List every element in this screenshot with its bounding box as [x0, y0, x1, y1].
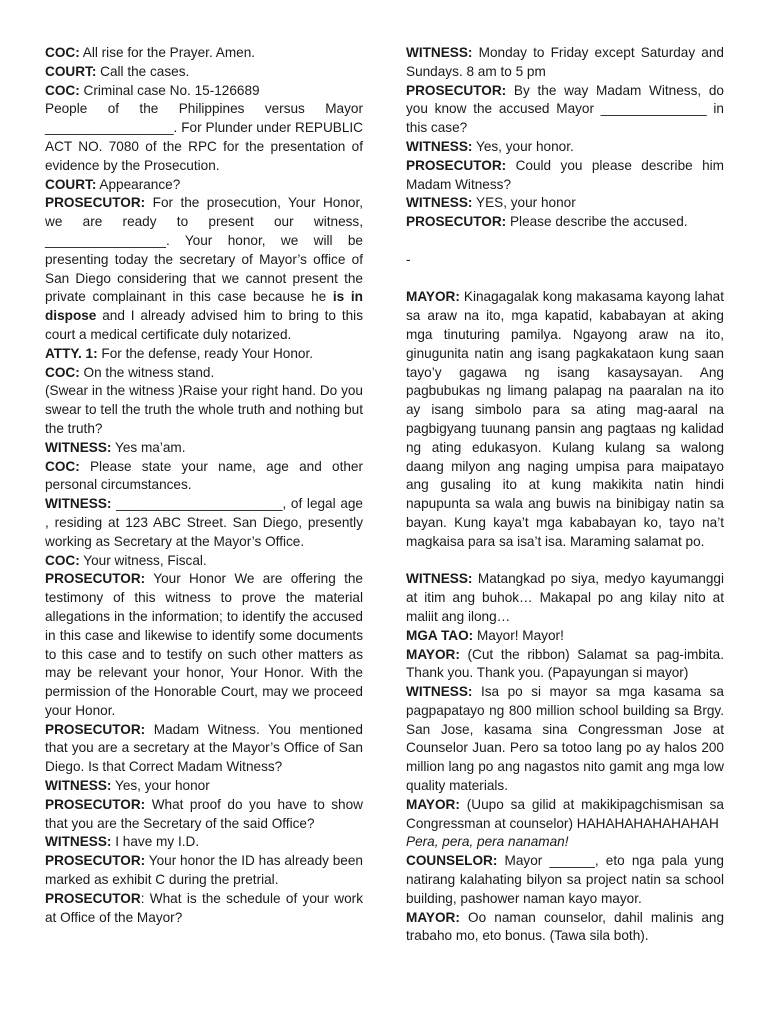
blank-line	[406, 552, 724, 571]
dialogue-line	[45, 852, 363, 890]
dialogue-text: For the prosecution, Your Honor, we are ready to present our witness, ________________. Your honor, we will be presenting today the secretary of Mayor’s office of San Diego considering that we cannot present the private complainant in this case because he	[45, 195, 363, 305]
left-column	[45, 44, 363, 927]
speaker-label: PROSECUTOR:	[406, 157, 507, 173]
dialogue-line	[45, 364, 363, 383]
dialogue-text: (Cut the ribbon) Salamat sa pag-imbita. Thank you. Thank you. (Papayungan si mayor)	[406, 646, 724, 681]
speaker-label: COURT:	[45, 63, 97, 79]
speaker-label: WITNESS:	[45, 439, 112, 455]
dialogue-line	[45, 82, 363, 101]
dialogue-text: Madam Witness. You mentioned that you are a secretary at the Mayor’s Office of San Diego. Is that Correct Madam Witness?	[45, 721, 363, 775]
speaker-label: PROSECUTOR:	[45, 853, 146, 869]
speaker-label: MAYOR:	[406, 646, 460, 662]
dialogue-line	[406, 646, 724, 684]
speaker-label: PROSECUTOR:	[45, 195, 146, 211]
italic-aside	[406, 833, 724, 852]
dialogue-line	[45, 44, 363, 63]
dialogue-text: Pera, pera, pera nanaman!	[406, 834, 569, 850]
blank-line	[406, 232, 724, 251]
dialogue-line	[406, 570, 724, 626]
speaker-label: COC:	[45, 552, 80, 568]
speaker-label: ATTY. 1:	[45, 345, 98, 361]
dialogue-text: Yes, your honor.	[472, 138, 574, 154]
dialogue-line	[45, 100, 363, 175]
mayor-speech	[406, 288, 724, 551]
dialogue-line	[45, 777, 363, 796]
dialogue-line	[406, 213, 724, 232]
dialogue-text: Kinagagalak kong makasama kayong lahat sa araw na ito, mga kapatid, kababayan at aking mga tinuturing pamilya. Ngayong araw na ito, ginugunita natin ang isang pagkakataon kung saan tayo’y gagawa ng isang kasaysayan. Ang pagbubukas ng limang palapag na paaralan na ito ay isang simbolo para sa ating mag-aaral na pagbigyang tuunang pansin ang pagtaas ng kalidad ng ating edukasyon. Kulang kulang sa walong daang milyon ang naging umpisa para maipatayo ang gusaling ito at kung makikita natin hindi napupunta sa wala ang buwis na binibigay natin sa bayan. Kung kaya’t mga kababayan ko, tayo na’t magkaisa para sa isa’t isa. Maraming salamat po.	[406, 289, 724, 549]
dash-separator: -	[406, 251, 411, 267]
dialogue-line	[45, 890, 363, 928]
dialogue-line	[45, 382, 363, 438]
speaker-label: COUNSELOR:	[406, 853, 498, 869]
dialogue-line	[406, 627, 724, 646]
dialogue-text: Oo naman counselor, dahil malinis ang trabaho mo, eto bonus. (Tawa sila both).	[406, 909, 724, 944]
dialogue-line	[45, 458, 363, 496]
speaker-label: WITNESS:	[406, 195, 473, 211]
dialogue-line	[406, 194, 724, 213]
speaker-label: PROSECUTOR:	[45, 721, 146, 737]
dialogue-text: By the way Madam Witness, do you know the accused Mayor ______________ in this case?	[406, 82, 724, 136]
dialogue-text: Mayor ______, eto nga pala yung natirang kalahating bilyon sa project natin sa school building, pashower naman kayo mayor.	[406, 853, 724, 906]
speaker-label: MAYOR:	[406, 909, 460, 925]
dialogue-line	[45, 721, 363, 777]
dialogue-text: Please state your name, age and other personal circumstances.	[45, 458, 363, 493]
right-column	[406, 44, 724, 946]
speaker-label: PROSECUTOR:	[45, 796, 146, 812]
dialogue-line	[406, 157, 724, 195]
dialogue-text: Matangkad po siya, medyo kayumanggi at itim ang buhok… Makapal po ang kilay nito at maliit ang ilong…	[406, 571, 724, 624]
dialogue-text: Call the cases.	[96, 63, 190, 79]
bold-emphasis: is in dispose	[45, 289, 363, 324]
dialogue-text: Your Honor We are offering the testimony of this witness to prove the material allegations in the information; to identify the accused in this case and likewise to identify some documents to this case and to testify on such other matters as may be relevant your honor, Your Honor. With the permission of the Honorable Court, may we proceed your Honor.	[45, 571, 363, 718]
dialogue-text: Yes ma’am.	[111, 439, 186, 455]
dialogue-text: Appearance?	[96, 176, 181, 192]
speaker-label: MAYOR:	[406, 289, 460, 305]
speaker-label: MAYOR:	[406, 796, 460, 812]
speaker-label: WITNESS:	[45, 834, 112, 850]
speaker-label: WITNESS:	[45, 778, 112, 794]
dialogue-line	[45, 194, 363, 344]
dialogue-text: What proof do you have to show that you are the Secretary of the said Office?	[45, 796, 363, 831]
speaker-label: PROSECUTOR:	[45, 571, 146, 587]
blank-line	[406, 270, 724, 289]
dialogue-line	[406, 796, 724, 834]
dialogue-line	[45, 796, 363, 834]
dialogue-line	[45, 439, 363, 458]
dialogue-line	[406, 82, 724, 138]
dialogue-text: (Swear in the witness )Raise your right hand. Do you swear to tell the truth the whole truth and nothing but the truth?	[45, 383, 363, 436]
dialogue-line	[45, 345, 363, 364]
dialogue-text: : What is the schedule of your work at Office of the Mayor?	[45, 890, 363, 925]
dialogue-line	[406, 44, 724, 82]
dialogue-text: ______________________, of legal age , residing at 123 ABC Street. San Diego, presently working as Secretary at the Mayor’s Office.	[45, 496, 363, 549]
speaker-label: PROSECUTOR	[45, 890, 141, 906]
dialogue-line	[406, 683, 724, 796]
speaker-label: COURT:	[45, 176, 97, 192]
speaker-label: COC:	[45, 82, 80, 98]
dialogue-text: I have my I.D.	[111, 834, 200, 850]
speaker-label: WITNESS:	[406, 684, 473, 700]
dialogue-line	[45, 552, 363, 571]
dialogue-text: YES, your honor	[472, 195, 576, 211]
dialogue-text: Criminal case No. 15-126689	[79, 82, 260, 98]
dialogue-text-continued: and I already advised him to bring to this court a medical certificate duly notarized.	[45, 308, 363, 342]
dialogue-line	[45, 495, 363, 551]
dialogue-line	[406, 909, 724, 947]
dialogue-line	[45, 63, 363, 82]
dialogue-text: Could you please describe him Madam Witness?	[406, 157, 724, 192]
speaker-label: COC:	[45, 364, 80, 380]
dialogue-text: On the witness stand.	[79, 364, 215, 380]
dialogue-text: Isa po si mayor sa mga kasama sa pagpapatayo ng 800 million school building sa Brgy. San Jose, kasama sina Congressman Jose at Counselor Juan. Pero sa totoo lang po ay halos 200 million lang po ang nagastos nito gamit ang mga low quality materials.	[406, 684, 724, 794]
dialogue-text: Yes, your honor	[111, 778, 210, 794]
speaker-label: PROSECUTOR:	[406, 82, 507, 98]
dialogue-text: (Uupo sa gilid at makikipagchismisan sa Congressman at counselor) HAHAHAHAHAHAHAH	[406, 796, 724, 831]
speaker-label: WITNESS:	[45, 496, 112, 512]
dialogue-line	[406, 138, 724, 157]
dialogue-line	[45, 570, 363, 720]
dialogue-text: People of the Philippines versus Mayor _________________. For Plunder under REPUBLIC ACT NO. 7080 of the RPC for the presentation of evidence by the Prosecution.	[45, 101, 363, 173]
dialogue-text: Monday to Friday except Saturday and Sundays. 8 am to 5 pm	[406, 45, 724, 79]
speaker-label: MGA TAO:	[406, 627, 474, 643]
dialogue-line	[406, 852, 724, 908]
speaker-label: COC:	[45, 45, 80, 60]
dialogue-text: Mayor! Mayor!	[473, 627, 564, 643]
speaker-label: COC:	[45, 458, 80, 474]
dialogue-text: Your witness, Fiscal.	[79, 552, 207, 568]
dialogue-text: For the defense, ready Your Honor.	[97, 345, 313, 361]
dialogue-line	[45, 833, 363, 852]
dialogue-line	[45, 176, 363, 195]
dialogue-text: Your honor the ID has already been marked as exhibit C during the pretrial.	[45, 853, 363, 888]
speaker-label: WITNESS:	[406, 571, 473, 587]
speaker-label: PROSECUTOR:	[406, 214, 507, 230]
speaker-label: WITNESS:	[406, 138, 473, 154]
dialogue-text: Please describe the accused.	[506, 214, 688, 230]
dialogue-text: All rise for the Prayer. Amen.	[79, 45, 256, 60]
speaker-label: WITNESS:	[406, 45, 473, 60]
